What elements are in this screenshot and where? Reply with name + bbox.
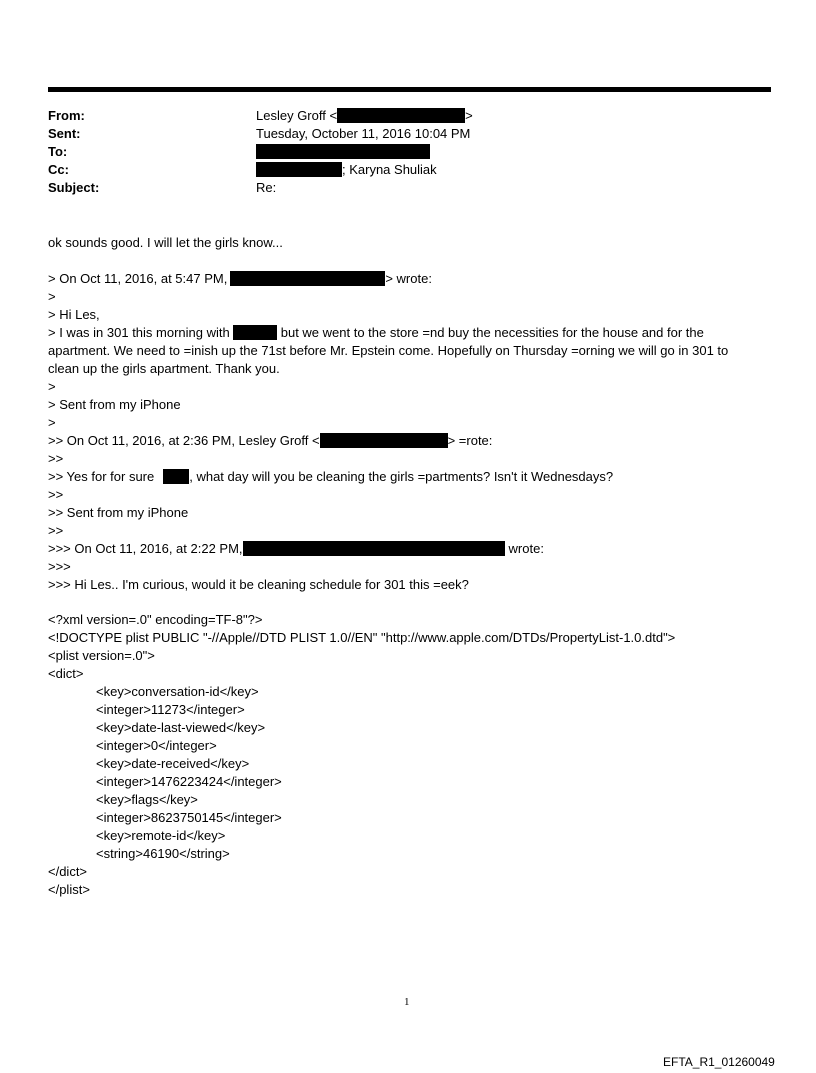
redaction-block bbox=[163, 469, 189, 484]
quote-header-text: wrote: bbox=[508, 541, 544, 556]
quote-line: >> bbox=[48, 487, 64, 502]
from-label: From: bbox=[48, 108, 85, 123]
subject-label: Subject: bbox=[48, 180, 100, 195]
quote-text: >> Yes for for sure bbox=[48, 469, 155, 484]
quote-line: > bbox=[48, 415, 56, 430]
quote-line: apartment. We need to =inish up the 71st before Mr. Epstein come. Hopefully on Thursday =orning we will go in 301 to bbox=[48, 343, 729, 358]
bates-number: EFTA_R1_01260049 bbox=[663, 1055, 775, 1069]
quote-line: clean up the girls apartment. Thank you. bbox=[48, 361, 280, 376]
quote-line: > Sent from my iPhone bbox=[48, 397, 181, 412]
xml-line: <!DOCTYPE plist PUBLIC "-//Apple//DTD PLIST 1.0//EN" "http://www.apple.com/DTDs/PropertyList-1.0.dtd"> bbox=[48, 630, 676, 645]
quote-line: >> Sent from my iPhone bbox=[48, 505, 189, 520]
redaction-block bbox=[337, 108, 465, 123]
quote-header bbox=[48, 270, 432, 288]
sent-value: Tuesday, October 11, 2016 10:04 PM bbox=[256, 126, 471, 141]
reply-text: ok sounds good. I will let the girls know... bbox=[48, 235, 283, 250]
cc-label: Cc: bbox=[48, 162, 69, 177]
quote-header-text: > =rote: bbox=[447, 433, 493, 448]
quote-header-text: > wrote: bbox=[385, 271, 432, 286]
quote-text: but we went to the store =nd buy the necessities for the house and for the bbox=[280, 325, 704, 340]
xml-line: <integer>11273</integer> bbox=[96, 702, 245, 717]
quote-text: > I was in 301 this morning with bbox=[48, 325, 230, 340]
xml-line: </dict> bbox=[48, 864, 88, 879]
quote-line: > Hi Les, bbox=[48, 307, 100, 322]
xml-line: <key>remote-id</key> bbox=[96, 828, 226, 843]
redaction-block bbox=[256, 162, 342, 177]
quote-header-text: > On Oct 11, 2016, at 5:47 PM, bbox=[48, 271, 228, 286]
xml-line: </plist> bbox=[48, 882, 90, 897]
quote-line: > bbox=[48, 289, 56, 304]
quote-line: >>> bbox=[48, 559, 71, 574]
xml-line: <?xml version=.0" encoding=TF-8"?> bbox=[48, 612, 263, 627]
page-number: 1 bbox=[404, 996, 410, 1008]
xml-line: <key>date-received</key> bbox=[96, 756, 250, 771]
quote-line: > bbox=[48, 379, 56, 394]
cc-value bbox=[256, 161, 437, 179]
redaction-block bbox=[243, 541, 505, 556]
xml-line: <integer>8623750145</integer> bbox=[96, 810, 282, 825]
xml-line: <key>date-last-viewed</key> bbox=[96, 720, 266, 735]
to-value bbox=[256, 143, 430, 161]
from-suffix: > bbox=[465, 108, 473, 123]
quote-line: >> bbox=[48, 523, 64, 538]
quote-header-text: >> On Oct 11, 2016, at 2:36 PM, Lesley Groff < bbox=[48, 433, 320, 448]
quote-header bbox=[48, 432, 492, 450]
redaction-block bbox=[230, 271, 385, 286]
xml-line: <integer>0</integer> bbox=[96, 738, 217, 753]
header-rule bbox=[48, 87, 771, 92]
xml-line: <key>flags</key> bbox=[96, 792, 198, 807]
subject-value: Re: bbox=[256, 180, 277, 195]
quote-header-text: >>> On Oct 11, 2016, at 2:22 PM, bbox=[48, 541, 243, 556]
quote-line: >>> Hi Les.. I'm curious, would it be cleaning schedule for 301 this =eek? bbox=[48, 577, 469, 592]
xml-line: <dict> bbox=[48, 666, 84, 681]
redaction-block bbox=[256, 144, 430, 159]
cc-suffix: ; Karyna Shuliak bbox=[342, 162, 437, 177]
quote-header bbox=[48, 540, 544, 558]
sent-label: Sent: bbox=[48, 126, 81, 141]
to-label: To: bbox=[48, 144, 68, 159]
redaction-block bbox=[320, 433, 448, 448]
from-name: Lesley Groff < bbox=[256, 108, 338, 123]
quote-line bbox=[48, 324, 704, 342]
xml-line: <key>conversation-id</key> bbox=[96, 684, 259, 699]
from-value bbox=[256, 107, 473, 125]
quote-line bbox=[48, 468, 613, 486]
xml-line: <string>46190</string> bbox=[96, 846, 230, 861]
quote-line: >> bbox=[48, 451, 64, 466]
xml-line: <plist version=.0"> bbox=[48, 648, 155, 663]
xml-line: <integer>1476223424</integer> bbox=[96, 774, 282, 789]
redaction-block bbox=[233, 325, 277, 340]
quote-text: , what day will you be cleaning the girls =partments? Isn't it Wednesdays? bbox=[189, 469, 614, 484]
